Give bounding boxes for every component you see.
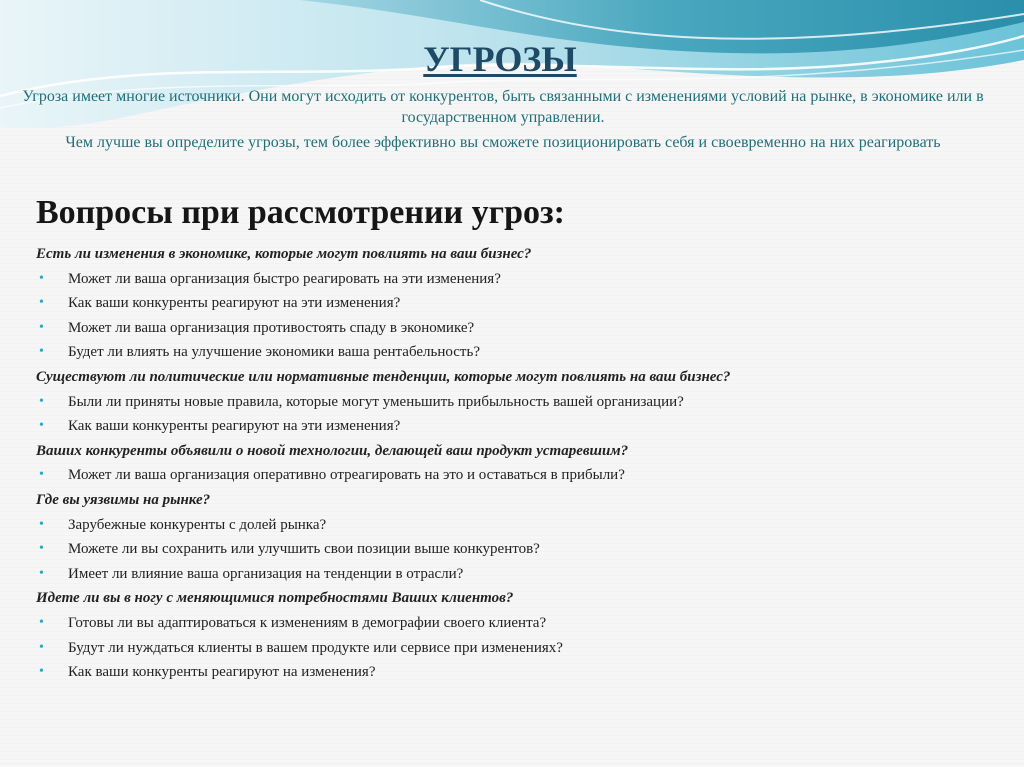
bullet-icon: • bbox=[39, 541, 44, 557]
list-item bbox=[36, 340, 1006, 365]
list-item bbox=[36, 513, 1006, 538]
intro-text bbox=[8, 86, 998, 157]
questions-heading: Вопросы при рассмотрении угроз: bbox=[36, 194, 565, 231]
list-item bbox=[36, 611, 1006, 636]
group-question: Ваших конкуренты объявили о новой технологии, делающей ваш продукт устаревшим? bbox=[36, 442, 629, 459]
list-item bbox=[36, 562, 1006, 587]
slide-title: УГРОЗЫ bbox=[423, 39, 577, 79]
intro-paragraph: Угроза имеет многие источники. Они могут исходить от конкурентов, быть связанными с изменениями условий на рынке, в экономике или в государственном управлении. bbox=[22, 88, 984, 126]
group-question: Существуют ли политические или нормативные тенденции, которые могут повлиять на ваш бизнес? bbox=[36, 368, 731, 385]
intro-paragraph: Чем лучше вы определите угрозы, тем более эффективно вы сможете позиционировать себя и своевременно на них реагировать bbox=[65, 134, 941, 151]
bullet-icon: • bbox=[39, 270, 44, 286]
list-item-text: Имеет ли влияние ваша организация на тенденции в отрасли? bbox=[68, 565, 464, 582]
group-question: Идете ли вы в ногу с меняющимися потребностями Ваших клиентов? bbox=[36, 590, 514, 607]
list-item bbox=[36, 267, 1006, 292]
list-item-text: Как ваши конкуренты реагируют на эти изменения? bbox=[68, 418, 401, 435]
list-item-text: Будет ли влиять на улучшение экономики ваша рентабельность? bbox=[68, 344, 480, 361]
list-item-text: Может ли ваша организация противостоять спаду в экономике? bbox=[68, 319, 475, 336]
bullet-icon: • bbox=[39, 344, 44, 360]
bullet-icon: • bbox=[39, 319, 44, 335]
list-item bbox=[36, 291, 1006, 316]
group-question: Есть ли изменения в экономике, которые могут повлиять на ваш бизнес? bbox=[36, 246, 532, 262]
list-item-text: Будут ли нуждаться клиенты в вашем продукте или сервисе при изменениях? bbox=[68, 639, 563, 656]
bullet-icon: • bbox=[39, 664, 44, 680]
question-group bbox=[36, 365, 1006, 439]
bullet-icon: • bbox=[39, 393, 44, 409]
list-item bbox=[36, 390, 1006, 415]
questions-list bbox=[36, 242, 1006, 685]
list-item-text: Как ваши конкуренты реагируют на изменения? bbox=[68, 664, 376, 681]
bullet-icon: • bbox=[39, 418, 44, 434]
question-group bbox=[36, 439, 1006, 488]
list-item bbox=[36, 636, 1006, 661]
question-group bbox=[36, 488, 1006, 586]
bullet-icon: • bbox=[39, 516, 44, 532]
bullet-icon: • bbox=[39, 614, 44, 630]
list-item bbox=[36, 660, 1006, 685]
list-item bbox=[36, 463, 1006, 488]
bullet-icon: • bbox=[39, 295, 44, 311]
list-item-text: Можете ли вы сохранить или улучшить свои позиции выше конкурентов? bbox=[68, 541, 540, 558]
group-question: Где вы уязвимы на рынке? bbox=[36, 491, 211, 508]
bullet-icon: • bbox=[39, 565, 44, 581]
bullet-icon: • bbox=[39, 639, 44, 655]
list-item bbox=[36, 414, 1006, 439]
list-item-text: Может ли ваша организация быстро реагировать на эти изменения? bbox=[68, 270, 501, 287]
list-item-text: Были ли приняты новые правила, которые могут уменьшить прибыльность вашей организации? bbox=[68, 393, 684, 410]
list-item bbox=[36, 316, 1006, 341]
bullet-icon: • bbox=[39, 467, 44, 483]
list-item-text: Готовы ли вы адаптироваться к изменениям в демографии своего клиента? bbox=[68, 614, 547, 631]
question-group bbox=[36, 242, 1006, 365]
question-group bbox=[36, 586, 1006, 684]
list-item bbox=[36, 537, 1006, 562]
list-item-text: Может ли ваша организация оперативно отреагировать на это и оставаться в прибыли? bbox=[68, 467, 625, 484]
list-item-text: Зарубежные конкуренты с долей рынка? bbox=[68, 516, 327, 533]
list-item-text: Как ваши конкуренты реагируют на эти изменения? bbox=[68, 295, 401, 312]
